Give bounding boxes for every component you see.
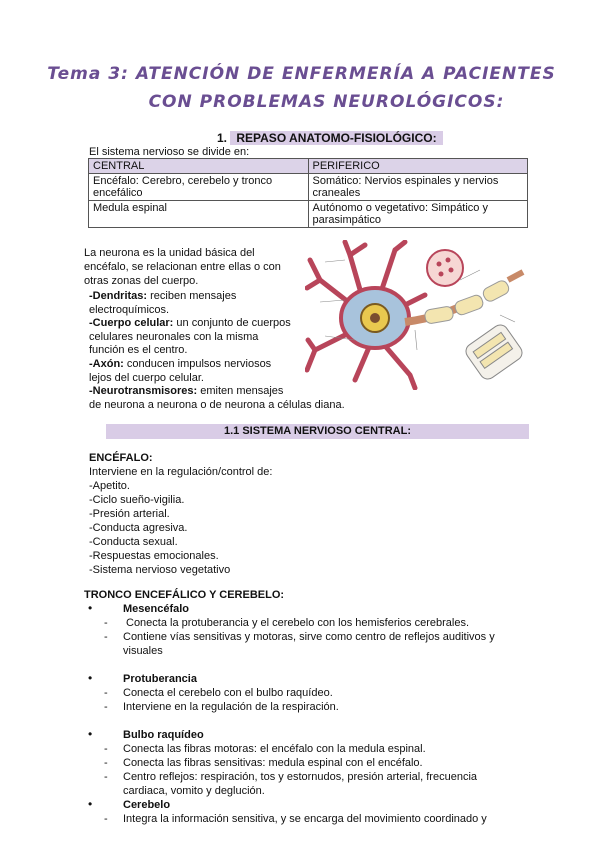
text-line: lejos del cuerpo celular.	[89, 371, 204, 384]
definition: conducen impulsos nerviosos	[123, 357, 272, 370]
list-item: -Apetito.	[89, 480, 130, 492]
definition: reciben mensajes	[147, 290, 237, 302]
nucleolus	[370, 313, 380, 323]
list-item: -Respuestas emocionales.	[89, 550, 219, 562]
list-item: Centro reflejos: respiración, tos y estornudos, presión arterial, frecuencia	[123, 771, 478, 783]
table-row	[89, 174, 528, 201]
nervous-system-table	[88, 158, 528, 228]
list-item: -Ciclo sueño-vigilia.	[89, 494, 185, 506]
neuron-intro	[84, 246, 281, 288]
dash: -	[104, 631, 108, 643]
list-item: Interviene en la regulación de la respiración.	[123, 701, 339, 713]
dash: -	[104, 701, 108, 713]
term: -Neurotransmisores:	[89, 385, 198, 398]
synapse-detail	[427, 250, 463, 286]
list-item: -Conducta sexual.	[89, 536, 178, 548]
list-item: Conecta el cerebelo con el bulbo raquídeo.	[123, 687, 333, 699]
encefalo-block	[89, 451, 272, 577]
dash: -	[104, 617, 108, 629]
term: -Dendritas:	[89, 290, 148, 302]
dash: -	[104, 687, 108, 699]
section-number: 1.	[217, 131, 228, 145]
bulbo-name: Bulbo raquídeo	[123, 729, 204, 741]
table-cell: Somático: Nervios espinales y nervios craneales	[308, 174, 528, 201]
section-label: REPASO ANATOMO-FISIOLÓGICO:	[230, 131, 442, 145]
term: -Axón:	[89, 357, 124, 370]
text-line: encéfalo, se relacionan entre ellas o con	[84, 261, 281, 273]
encefalo-intro: Interviene en la regulación/control de:	[89, 466, 273, 478]
list-item: -Conducta agresiva.	[89, 522, 188, 534]
table-cell: Medula espinal	[89, 201, 309, 228]
neuron-illustration	[305, 240, 530, 390]
text-line: La neurona es la unidad básica del	[84, 247, 255, 259]
list-item: Conecta las fibras sensitivas: medula espinal con el encéfalo.	[123, 757, 423, 769]
text-line: celulares neuronales con la misma	[89, 330, 259, 343]
term: -Cuerpo celular:	[89, 317, 174, 330]
dash: -	[104, 771, 108, 783]
protuberancia-name: Protuberancia	[123, 673, 197, 685]
table-row	[89, 201, 528, 228]
dash: -	[104, 757, 108, 769]
bullet: •	[88, 797, 93, 811]
bullet: •	[88, 727, 93, 741]
dash: -	[104, 813, 108, 825]
text-line: de neurona a neurona o de neurona a células diana.	[89, 398, 345, 411]
list-item: Integra la información sensitiva, y se encarga del movimiento coordinado y	[123, 813, 487, 825]
text-line: función es el centro.	[89, 344, 188, 357]
list-item: -Sistema nervioso vegetativo	[89, 564, 231, 576]
bullet: •	[88, 601, 93, 615]
page-title-line2: CON PROBLEMAS NEUROLÓGICOS:	[148, 92, 505, 112]
table-cell: Encéfalo: Cerebro, cerebelo y tronco encefálico	[89, 174, 309, 201]
encefalo-heading: ENCÉFALO:	[89, 452, 153, 464]
list-item: Conecta las fibras motoras: el encéfalo con la medula espinal.	[123, 743, 426, 755]
page-title-line1: Tema 3: ATENCIÓN DE ENFERMERÍA A PACIENTES	[47, 64, 556, 84]
dash: -	[104, 743, 108, 755]
table-header-cell: PERIFERICO	[308, 159, 528, 174]
bullet: •	[88, 671, 93, 685]
table-cell: Autónomo o vegetativo: Simpático y parasimpático	[308, 201, 528, 228]
list-item-continued: cardiaca, vomito y deglución.	[123, 785, 265, 797]
section-heading-snc: 1.1 SISTEMA NERVIOSO CENTRAL:	[106, 424, 529, 439]
definition: emiten mensajes	[197, 385, 284, 398]
cerebelo-name: Cerebelo	[123, 799, 171, 811]
mesencefalo-name: Mesencéfalo	[123, 603, 190, 615]
table-header-row	[89, 159, 528, 174]
list-item: Conecta la protuberancia y el cerebelo con los hemisferios cerebrales.	[126, 617, 470, 629]
text-line: otras zonas del cuerpo.	[84, 275, 199, 287]
tronco-heading: TRONCO ENCEFÁLICO Y CEREBELO:	[84, 589, 285, 601]
list-item: Contiene vías sensitivas y motoras, sirve como centro de reflejos auditivos y	[123, 631, 495, 643]
definition: un conjunto de cuerpos	[173, 317, 291, 330]
table-header-cell: CENTRAL	[89, 159, 309, 174]
text-line: electroquímicos.	[89, 303, 170, 316]
intro-text: El sistema nervioso se divide en:	[89, 146, 250, 158]
list-item-continued: visuales	[123, 645, 163, 657]
section-heading-repaso	[217, 131, 443, 145]
list-item: -Presión arterial.	[89, 508, 170, 520]
